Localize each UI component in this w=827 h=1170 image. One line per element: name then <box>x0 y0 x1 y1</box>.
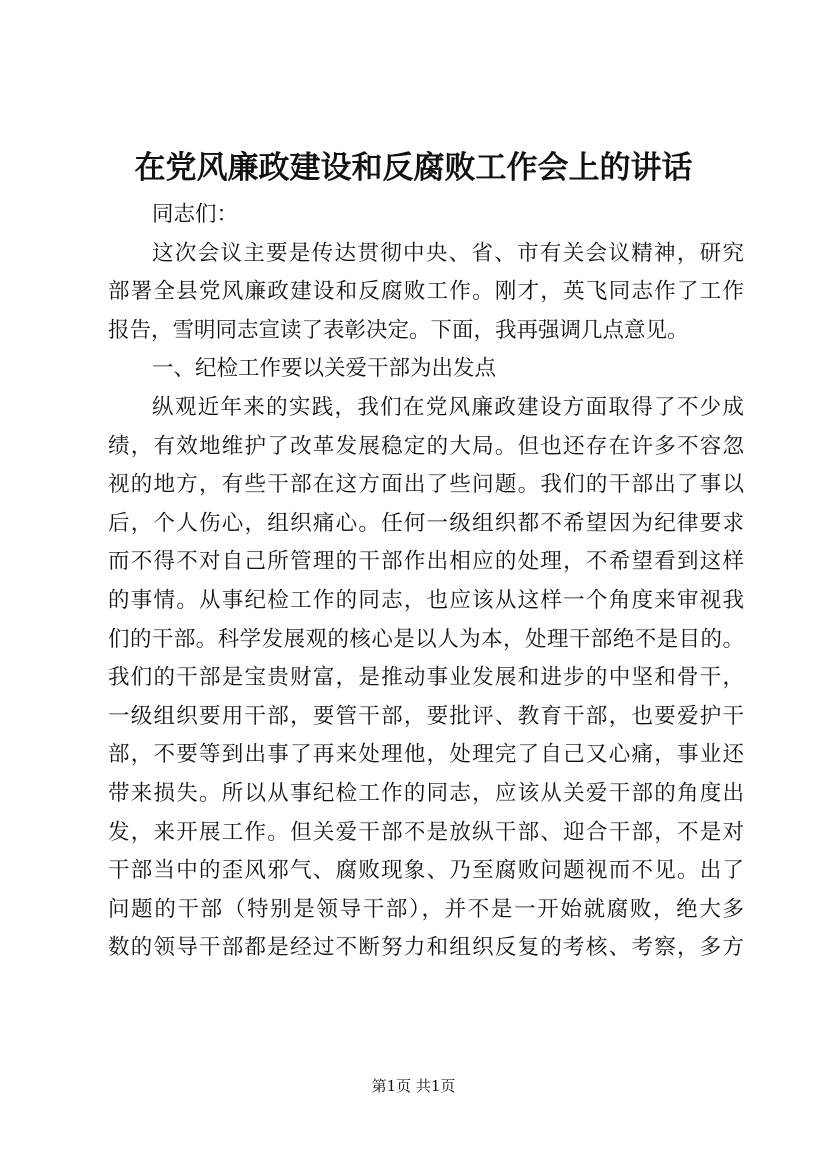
text-line: 这次会议主要是传达贯彻中央、省、市有关会议精神，研究 <box>152 240 744 266</box>
text-line: 部，不要等到出事了再来处理他，处理完了自己又心痛，事业还 <box>108 742 744 768</box>
text-line: 部署全县党风廉政建设和反腐败工作。刚才，英飞同志作了工作 <box>108 279 744 305</box>
text-line: 我们的干部是宝贵财富，是推动事业发展和进步的中坚和骨干， <box>108 665 744 691</box>
text-line: 报告，雪明同志宣读了表彰决定。下面，我再强调几点意见。 <box>108 317 689 343</box>
text-line: 而不得不对自己所管理的干部作出相应的处理，不希望看到这样 <box>108 549 744 575</box>
document-body <box>108 196 744 968</box>
text-line: 视的地方，有些干部在这方面出了些问题。我们的干部出了事以 <box>108 472 744 498</box>
text-line: 干部当中的歪风邪气、腐败现象、乃至腐败问题视而不见。出了 <box>108 858 744 884</box>
page-number-footer: 第1页 共1页 <box>371 1077 456 1095</box>
document-title: 在党风廉政建设和反腐败工作会上的讲话 <box>134 150 693 186</box>
text-line: 绩，有效地维护了改革发展稳定的大局。但也还存在许多不容忽 <box>108 433 744 459</box>
text-line: 一级组织要用干部，要管干部，要批评、教育干部，也要爱护干 <box>108 703 744 729</box>
text-line: 带来损失。所以从事纪检工作的同志，应该从关爱干部的角度出 <box>108 780 744 806</box>
text-line: 同志们： <box>152 202 239 227</box>
text-line: 数的领导干部都是经过不断努力和组织反复的考核、考察，多方 <box>108 935 744 961</box>
text-line: 纵观近年来的实践，我们在党风廉政建设方面取得了不少成 <box>152 394 744 420</box>
section-heading: 一、纪检工作要以关爱干部为出发点 <box>152 356 497 382</box>
text-line: 问题的干部（特别是领导干部），并不是一开始就腐败，绝大多 <box>108 896 744 922</box>
text-line: 的事情。从事纪检工作的同志，也应该从这样一个角度来审视我 <box>108 587 744 613</box>
text-line: 们的干部。科学发展观的核心是以人为本，处理干部绝不是目的。 <box>108 626 744 652</box>
text-line: 发，来开展工作。但关爱干部不是放纵干部、迎合干部，不是对 <box>108 819 744 845</box>
text-line: 后，个人伤心，组织痛心。任何一级组织都不希望因为纪律要求 <box>108 510 744 536</box>
